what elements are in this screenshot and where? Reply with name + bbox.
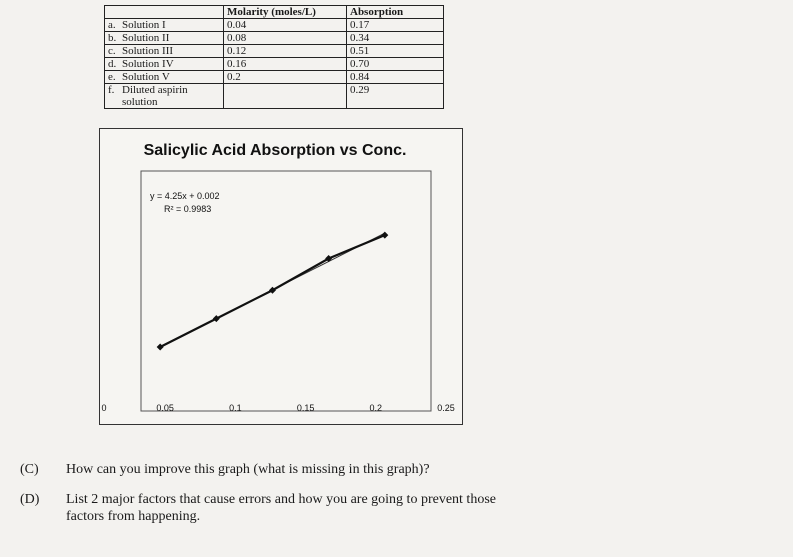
sample-cell: [105, 71, 224, 84]
row-name: Solution IV: [122, 58, 174, 70]
x-tick-label: 0.25: [437, 403, 455, 413]
sample-cell: [105, 32, 224, 45]
header-molarity: Molarity (moles/L): [224, 6, 347, 19]
sample-cell: [105, 58, 224, 71]
trendline-equation: y = 4.25x + 0.002: [150, 191, 220, 201]
question-c: [20, 461, 540, 481]
chart-marks: [157, 232, 389, 351]
row-letter: e.: [108, 71, 116, 83]
absorption-cell: 0.70: [347, 58, 444, 71]
x-tick-label: 0.1: [229, 403, 242, 413]
table-row: [105, 71, 444, 84]
row-letter: f.: [108, 84, 115, 96]
x-tick-label: 0.2: [369, 403, 383, 413]
absorption-cell: 0.29: [347, 84, 444, 109]
data-table: [104, 5, 444, 109]
absorption-cell: 0.17: [347, 19, 444, 32]
data-point: [381, 232, 388, 239]
table-row: [105, 19, 444, 32]
question-d: [20, 491, 540, 531]
header-sample: [105, 6, 224, 19]
absorption-cell: 0.34: [347, 32, 444, 45]
line-chart: [100, 129, 462, 424]
row-name: Solution I: [122, 19, 166, 31]
row-letter: a.: [108, 19, 116, 31]
absorption-cell: 0.84: [347, 71, 444, 84]
x-tick-label: 0: [101, 403, 107, 413]
molarity-cell: [224, 84, 347, 109]
question-label: (D): [20, 492, 40, 507]
question-text: List 2 major factors that cause errors and how you are going to prevent those factors from happening.: [66, 492, 496, 524]
table-row: [105, 32, 444, 45]
chart-title: Salicylic Acid Absorption vs Conc.: [143, 142, 407, 159]
molarity-cell: 0.2: [224, 71, 347, 84]
sample-cell: [105, 19, 224, 32]
table-row: [105, 58, 444, 71]
row-letter: d.: [108, 58, 117, 70]
molarity-cell: 0.16: [224, 58, 347, 71]
row-letter: c.: [108, 45, 116, 57]
molarity-cell: 0.12: [224, 45, 347, 58]
sample-cell: [105, 45, 224, 58]
row-letter: b.: [108, 32, 117, 44]
x-tick-label: 0.15: [296, 403, 315, 413]
row-name: Solution III: [122, 45, 174, 57]
absorption-cell: 0.51: [347, 45, 444, 58]
question-label: (C): [20, 462, 39, 477]
sample-cell: [105, 84, 224, 109]
question-text: How can you improve this graph (what is missing in this graph)?: [66, 462, 430, 477]
x-tick-label: 0.05: [156, 403, 174, 413]
chart-container: [99, 128, 463, 425]
r-squared-label: R² = 0.9983: [164, 204, 212, 214]
row-name: Solution V: [122, 71, 170, 83]
header-absorption: Absorption: [347, 6, 444, 19]
molarity-cell: 0.08: [224, 32, 347, 45]
molarity-cell: 0.04: [224, 19, 347, 32]
table-row: [105, 84, 444, 109]
row-name: Diluted aspirin solution: [122, 84, 188, 108]
table-row: [105, 45, 444, 58]
row-name: Solution II: [122, 32, 170, 44]
table-header-row: [105, 6, 444, 19]
